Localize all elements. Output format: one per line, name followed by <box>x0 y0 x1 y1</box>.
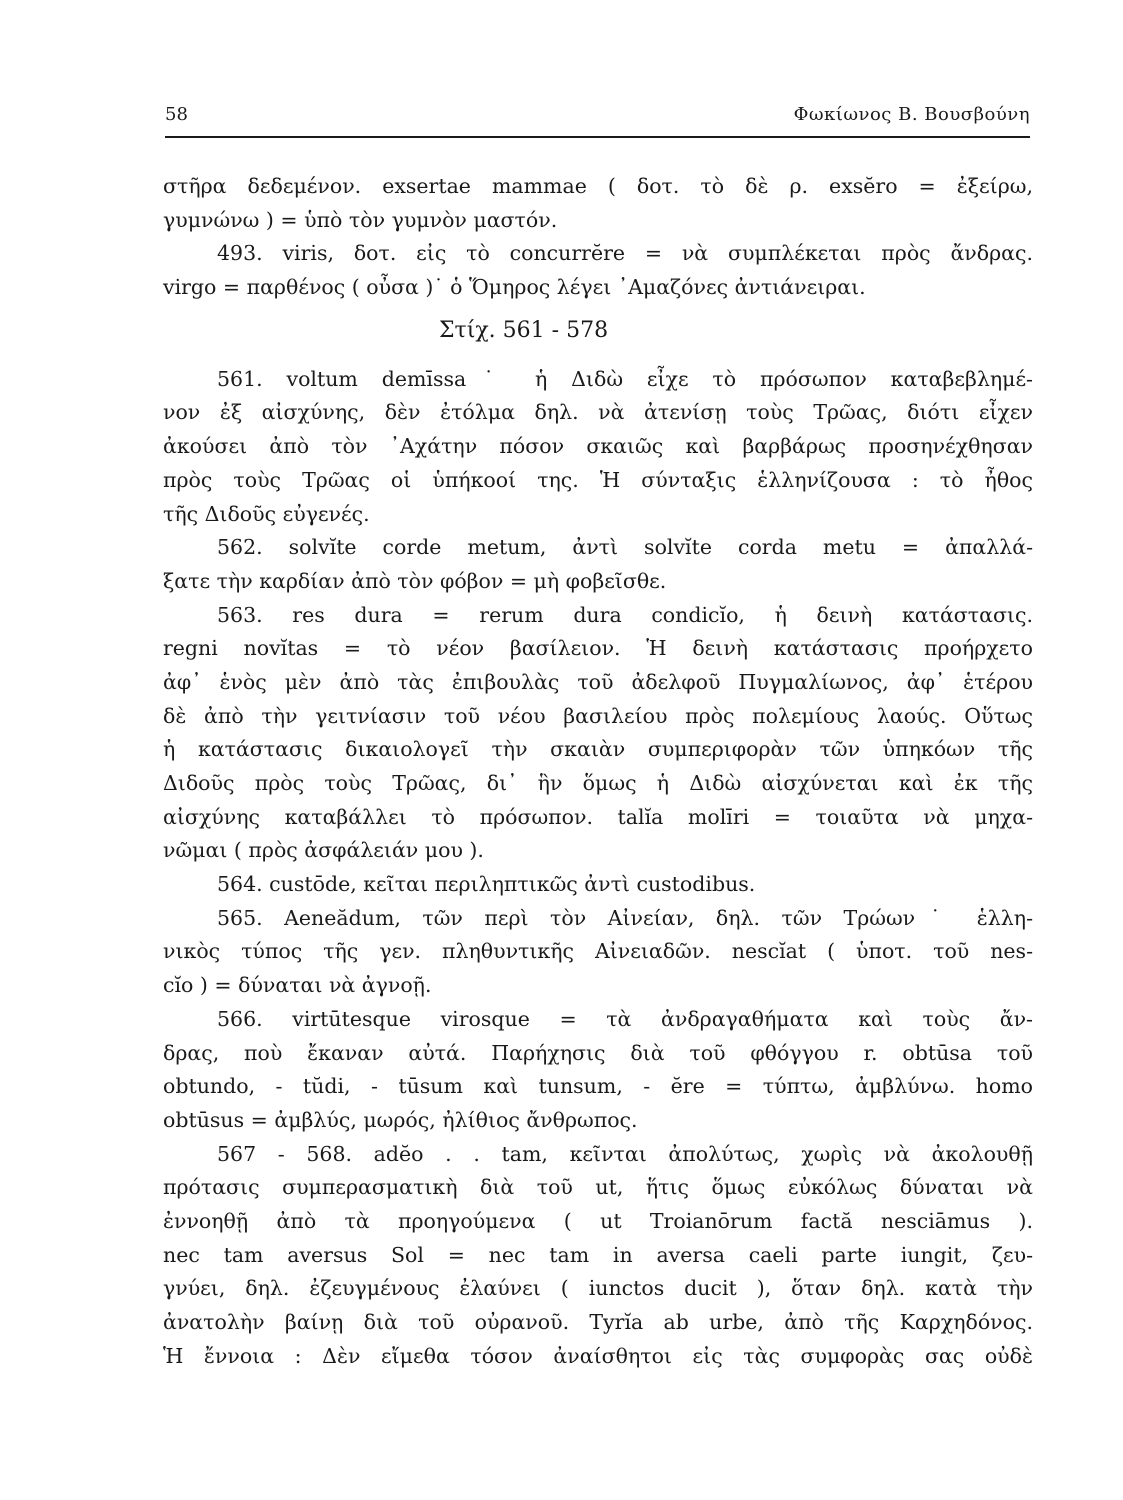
text-line: 566. virtūtesque virosque = τὰ ἀνδραγαθήματα καὶ τοὺς ἄν- <box>217 1006 1033 1031</box>
text-line: νῶμαι ( πρὸς ἀσφάλειάν μου ). <box>163 838 484 863</box>
paragraph-note-493 <box>163 237 1033 304</box>
text-line: ξατε τὴν καρδίαν ἀπὸ τὸν φόβον = μὴ φοβεῖσθε. <box>163 568 667 593</box>
text-line: ἀκούσει ἀπὸ τὸν ᾿Αχάτην πόσον σκαιῶς καὶ βαρβάρως προσηνέχθησαν <box>163 434 1033 459</box>
text-line: nec tam aversus Sol = nec tam in aversa caeli parte iungit, ζευ- <box>163 1242 1033 1267</box>
text-line: τῆς Διδοῦς εὐγενές. <box>163 501 370 526</box>
text-line: obtundo, - tŭdi, - tūsum καὶ tunsum, - ĕre = τύπτω, ἀμβλύνω. homo <box>163 1074 1033 1099</box>
text-line: αἰσχύνης καταβάλλει τὸ πρόσωπον. talĭa molīri = τοιαῦτα νὰ μηχα- <box>163 804 1033 829</box>
paragraph-continuation <box>163 170 1033 237</box>
text-line: 561. voltum demīssa˙ ἡ Διδὼ εἶχε τὸ πρόσωπον καταβεβλημέ- <box>217 366 1033 391</box>
text-line: 567 - 568. adĕo . . tam, κεῖνται ἀπολύτως, χωρὶς νὰ ἀκολουθῇ <box>217 1141 1033 1166</box>
text-line: νικὸς τύπος τῆς γεν. πληθυντικῆς Αἰνειαδῶν. nescĭat ( ὑποτ. τοῦ nes- <box>163 939 1033 964</box>
paragraph-note-562 <box>163 531 1033 598</box>
paragraph-note-563 <box>163 599 1033 869</box>
text-line: πρὸς τοὺς Τρῶας οἱ ὑπήκοοί της. Ἡ σύνταξις ἑλληνίζουσα : τὸ ἦθος <box>163 467 1033 492</box>
text-line: στῆρα δεδεμένον. exsertae mammae ( δοτ. τὸ δὲ ρ. exsĕro = ἐξείρω, <box>163 174 1033 198</box>
paragraph-note-565 <box>163 902 1033 1003</box>
text-line: 563. res dura = rerum dura condicĭo, ἡ δεινὴ κατάστασις. <box>217 602 1033 627</box>
text-line: ἀφ᾿ ἑνὸς μὲν ἀπὸ τὰς ἐπιβουλὰς τοῦ ἀδελφοῦ Πυγμαλίωνος, ἀφ᾿ ἑτέρου <box>163 669 1033 694</box>
text-line: virgo = παρθένος ( οὖσα )˙ ὁ Ὅμηρος λέγει ᾿Αμαζόνες ἀντιάνειραι. <box>163 275 866 300</box>
running-header <box>165 100 1030 138</box>
text-line: Ἡ ἔννοια : Δὲν εἴμεθα τόσον ἀναίσθητοι εἰς τὰς συμφορὰς σας οὐδὲ <box>163 1343 1033 1368</box>
text-line: 562. solvĭte corde metum, ἀντὶ solvĭte corda metu = ἀπαλλά- <box>217 535 1033 560</box>
text-line: 565. Aeneădum, τῶν περὶ τὸν Αἰνείαν, δηλ. τῶν Τρώων˙ ἑλλη- <box>217 905 1033 930</box>
page-number: 58 <box>165 104 188 125</box>
section-heading: Στίχ. 561 - 578 <box>439 317 609 343</box>
text-line: obtūsus = ἀμβλύς, μωρός, ἠλίθιος ἄνθρωπος. <box>163 1107 638 1132</box>
text-line: δρας, ποὺ ἔκαναν αὐτά. Παρήχησις διὰ τοῦ φθόγγου r. obtūsa τοῦ <box>163 1040 1033 1065</box>
text-line: 493. viris, δοτ. εἰς τὸ concurrĕre = νὰ συμπλέκεται πρὸς ἄνδρας. <box>217 241 1033 266</box>
text-line: regni novĭtas = τὸ νέον βασίλειον. Ἡ δεινὴ κατάστασις προήρχετο <box>163 636 1033 661</box>
text-line: πρότασις συμπερασματικὴ διὰ τοῦ ut, ἥτις ὅμως εὐκόλως δύναται νὰ <box>163 1175 1033 1200</box>
text-line: ἀνατολὴν βαίνῃ διὰ τοῦ οὐρανοῦ. Tyrĭa ab urbe, ἀπὸ τῆς Καρχηδόνος. <box>163 1310 1033 1334</box>
text-line: γυμνώνω ) = ὑπὸ τὸν γυμνὸν μαστόν. <box>163 207 558 232</box>
paragraph-note-561 <box>163 363 1033 531</box>
text-line: 564. custōde, κεῖται περιληπτικῶς ἀντὶ custodibus. <box>217 872 756 897</box>
text-line: ἡ κατάστασις δικαιολογεῖ τὴν σκαιὰν συμπεριφορὰν τῶν ὑπηκόων τῆς <box>163 737 1033 762</box>
paragraph-note-564 <box>163 868 1033 902</box>
text-line: δὲ ἀπὸ τὴν γειτνίασιν τοῦ νέου βασιλείου πρὸς πολεμίους λαούς. Οὕτως <box>163 703 1033 728</box>
text-line: ἐννοηθῇ ἀπὸ τὰ προηγούμενα ( ut Troianōrum factă nesciāmus ). <box>163 1208 1033 1233</box>
body-text <box>163 170 1033 1373</box>
text-line: γνύει, δηλ. ἐζευγμένους ἐλαύνει ( iunctos ducit ), ὅταν δηλ. κατὰ τὴν <box>163 1276 1033 1301</box>
text-line: cĭo ) = δύναται νὰ ἀγνοῇ. <box>163 973 432 998</box>
running-title: Φωκίωνος Β. Βουσβούνη <box>793 104 1030 125</box>
paragraph-note-567-568 <box>163 1138 1033 1374</box>
paragraph-note-566 <box>163 1003 1033 1138</box>
text-line: Διδοῦς πρὸς τοὺς Τρῶας, δι᾿ ἣν ὅμως ἡ Διδὼ αἰσχύνεται καὶ ἐκ τῆς <box>163 771 1033 795</box>
text-line: νον ἐξ αἰσχύνης, δὲν ἐτόλμα δηλ. νὰ ἀτενίσῃ τοὺς Τρῶας, διότι εἶχεν <box>163 400 1033 425</box>
